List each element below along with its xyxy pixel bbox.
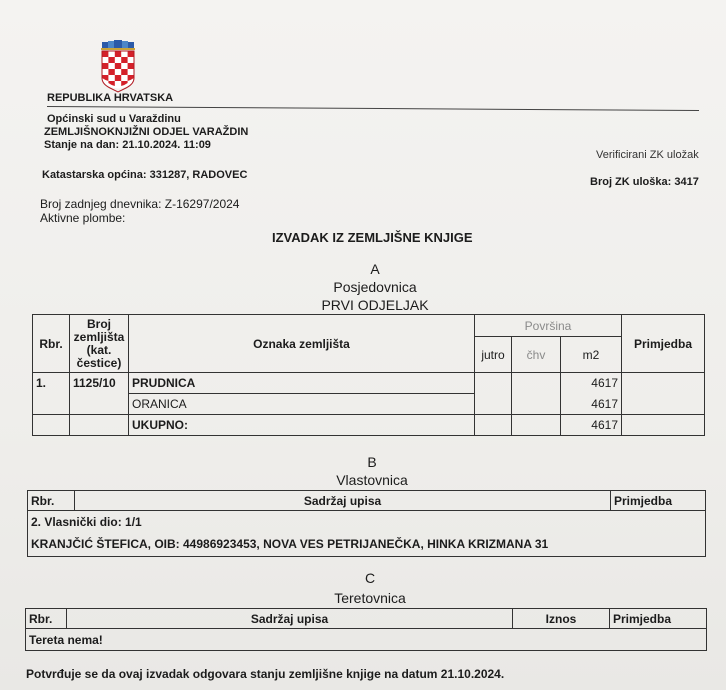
section-a-title: Posjedovnica [333,279,417,295]
active-seals: Aktivne plombe: [40,211,126,225]
section-c-letter: C [364,570,376,586]
cell-m2: 4617 [561,373,622,394]
cell-oznaka: PRUDNICA [129,373,475,394]
col-sadrzaj: Sadržaj upisa [67,609,513,629]
col-primjedba: Primjedba [610,609,707,629]
cell-primjedba [622,394,705,415]
section-c-title: Teretovnica [334,590,406,606]
zk-number: Broj ZK uloška: 3417 [590,176,699,188]
section-b-title: Vlastovnica [336,472,408,488]
col-povrsina: Površina [475,315,622,337]
col-primjedba: Primjedba [622,315,705,373]
last-diary-number: Broj zadnjeg dnevnika: Z-16297/2024 [40,197,240,211]
cell-empty [512,415,561,436]
col-sadrzaj: Sadržaj upisa [75,491,611,511]
total-row [33,415,705,436]
state-date: Stanje na dan: 21.10.2024. 11:09 [44,139,211,151]
no-encumbrances: Tereta nema! [26,629,707,651]
col-rbr: Rbr. [28,491,75,511]
col-rbr: Rbr. [33,315,70,373]
possession-table [32,314,705,436]
verified-status: Verificirani ZK uložak [596,149,699,161]
col-rbr: Rbr. [26,609,67,629]
cell-empty [622,415,705,436]
country-name: REPUBLIKA HRVATSKA [47,92,174,104]
col-m2: m2 [561,337,622,373]
croatian-coat-of-arms-icon [98,40,138,96]
cell-rbr: 1. [33,373,70,394]
owner-details: KRANJČIĆ ŠTEFICA, OIB: 44986923453, NOVA VES PETRIJANEČKA, HINKA KRIZMANA 31 [31,537,549,551]
table-row [33,373,705,394]
cell-primjedba [622,373,705,394]
table-row [26,629,707,651]
section-b-letter: B [367,454,377,470]
encumbrance-table [25,608,707,651]
ownership-table [27,490,706,557]
court-name: Općinski sud u Varaždinu [47,113,181,125]
document-title: IZVADAK IZ ZEMLJIŠNE KNJIGE [272,230,473,245]
cell-empty [70,415,129,436]
cell-jutro [475,394,512,415]
footer-confirmation: Potvrđuje se da ovaj izvadak odgovara stanju zemljišne knjige na datum 21.10.2024. [26,667,505,681]
col-broj: Broj zemljišta (kat. čestice) [70,315,129,373]
section-a-letter: A [370,261,380,277]
cell-broj: 1125/10 [70,373,129,394]
header-divider [47,106,699,111]
col-primjedba: Primjedba [611,491,706,511]
total-m2: 4617 [561,415,622,436]
col-jutro: jutro [475,337,512,373]
cadastral-municipality: Katastarska općina: 331287, RADOVEC [42,169,248,181]
col-oznaka: Oznaka zemljišta [129,315,475,373]
table-row [33,394,705,415]
total-label: UKUPNO: [129,415,475,436]
col-iznos: Iznos [513,609,610,629]
section-a-subtitle: PRVI ODJELJAK [321,297,429,313]
cell-oznaka: ORANICA [129,394,475,415]
cell-broj [70,394,129,415]
cell-chv [512,394,561,415]
cell-chv [512,373,561,394]
col-chv: čhv [512,337,561,373]
cell-rbr [33,394,70,415]
cell-m2: 4617 [561,394,622,415]
ownership-entry [28,511,706,557]
department-name: ZEMLJIŠNOKNJIŽNI ODJEL VARAŽDIN [44,126,249,138]
cell-jutro [475,373,512,394]
ownership-share: 2. Vlasnički dio: 1/1 [31,515,142,529]
cell-empty [475,415,512,436]
table-row [28,511,706,557]
cell-empty [33,415,70,436]
